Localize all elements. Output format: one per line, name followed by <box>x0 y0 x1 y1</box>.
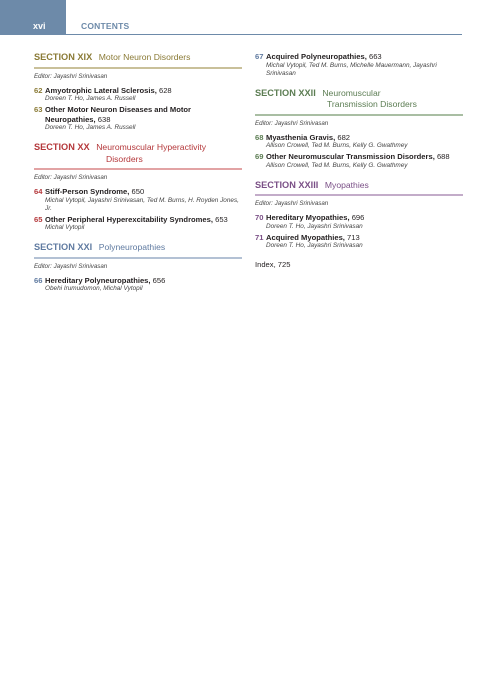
section-xxiii-heading <box>255 180 463 192</box>
chapter-authors: Doreen T. Ho, Jayashri Srinivasan <box>266 242 363 249</box>
chapter-authors: Doreen T. Ho, Jayashri Srinivasan <box>266 222 363 230</box>
chapter-page: 650 <box>131 187 145 196</box>
chapter-entry[interactable] <box>34 105 242 132</box>
section-number: SECTION XXIII <box>255 179 319 190</box>
header-rule <box>66 34 462 35</box>
chapter-title: Hereditary Myopathies, <box>266 213 350 222</box>
running-head: CONTENTS <box>81 21 130 31</box>
section-editor: Editor: Jayashri Srinivasan <box>255 200 329 207</box>
section-xx <box>34 142 242 232</box>
chapter-number: 66 <box>34 275 43 285</box>
section-xx-heading <box>34 142 242 154</box>
section-title-continued: Disorders <box>106 153 143 164</box>
chapter-title: Myasthenia Gravis, <box>266 132 336 142</box>
chapter-title: Other Peripheral Hyperexcitability Syndromes, <box>45 214 213 224</box>
chapter-authors: Doreen T. Ho, James A. Russell <box>45 124 136 131</box>
chapter-title: Acquired Polyneuropathies, <box>266 52 367 61</box>
chapter-authors: Allison Crowell, Ted M. Burns, Kelly G. Gwathmey <box>266 142 408 149</box>
chapter-title: Other Neuromuscular Transmission Disorders, <box>266 152 435 161</box>
section-xxi-heading <box>34 242 242 254</box>
section-title: Motor Neuron Disorders <box>98 52 191 62</box>
section-editor: Editor: Jayashri Srinivasan <box>34 262 108 270</box>
chapter-number: 62 <box>34 85 43 95</box>
chapter-number: 63 <box>34 105 43 114</box>
section-number: SECTION XXI <box>34 242 93 252</box>
chapter-entry[interactable] <box>34 276 242 294</box>
chapter-page: 638 <box>97 114 111 124</box>
chapter-page: 663 <box>368 52 382 61</box>
chapter-number: 69 <box>255 152 264 161</box>
chapter-page: 628 <box>158 85 172 95</box>
chapter-page: 696 <box>351 213 365 222</box>
index-entry[interactable]: Index, 725 <box>255 260 291 269</box>
section-xxii-heading <box>255 88 463 100</box>
section-rule <box>34 168 242 170</box>
chapter-page: 653 <box>215 214 228 224</box>
chapter-number: 70 <box>255 213 264 222</box>
chapter-authors: Michal Vytopil, Ted M. Burns, Michelle Mauermann, Jayashri Srinivasan <box>266 61 437 77</box>
chapter-page: 682 <box>337 132 351 142</box>
chapter-number: 68 <box>255 132 264 142</box>
section-editor: Editor: Jayashri Srinivasan <box>34 72 108 80</box>
chapter-entry[interactable] <box>34 187 242 213</box>
chapter-authors: Michal Vytopil, Jayashri Srinivasan, Ted M. Burns, H. Royden Jones, Jr. <box>45 196 239 212</box>
section-xix-heading <box>34 52 242 64</box>
chapter-title: Stiff-Person Syndrome, <box>45 187 130 196</box>
chapter-authors: Allison Crowell, Ted M. Burns, Kelly G. Gwathmey <box>266 161 408 169</box>
section-number: SECTION XX <box>34 142 90 152</box>
section-title: Neuromuscular Hyperactivity <box>96 142 207 152</box>
chapter-number: 64 <box>34 187 43 196</box>
chapter-number: 71 <box>255 232 264 242</box>
section-xxi-continued <box>255 52 463 78</box>
chapter-entry[interactable] <box>34 86 242 104</box>
chapter-title: Other Motor Neuron Diseases and Motor Neuropathies, <box>45 105 191 124</box>
chapter-authors: Michal Vytopil <box>45 224 85 231</box>
section-title: Neuromuscular <box>322 87 381 98</box>
chapter-number: 65 <box>34 214 43 224</box>
right-column <box>255 52 463 269</box>
chapter-authors: Doreen T. Ho, James A. Russell <box>45 95 136 102</box>
section-xxi <box>34 242 242 293</box>
chapter-title: Hereditary Polyneuropathies, <box>45 275 151 285</box>
section-editor: Editor: Jayashri Srinivasan <box>255 119 329 127</box>
section-number: SECTION XXII <box>255 87 316 98</box>
chapter-entry[interactable] <box>34 215 242 233</box>
section-rule <box>255 114 463 116</box>
section-title: Polyneuropathies <box>98 242 166 252</box>
section-editor: Editor: Jayashri Srinivasan <box>34 174 108 181</box>
section-xix <box>34 52 242 132</box>
chapter-page: 656 <box>152 275 166 285</box>
section-rule <box>34 67 242 69</box>
section-rule <box>255 194 463 196</box>
section-rule <box>34 257 242 259</box>
chapter-entry[interactable] <box>255 152 463 170</box>
section-number: SECTION XIX <box>34 52 93 62</box>
chapter-entry[interactable] <box>255 233 463 251</box>
section-xxii <box>255 88 463 170</box>
section-title-continued: Transmission Disorders <box>327 99 417 109</box>
left-column <box>34 52 242 303</box>
chapter-entry[interactable] <box>255 213 463 231</box>
chapter-entry[interactable] <box>255 52 463 78</box>
page-number: xvi <box>33 21 46 31</box>
chapter-number: 67 <box>255 52 264 61</box>
section-title: Myopathies <box>324 179 369 190</box>
chapter-title: Acquired Myopathies, <box>266 232 345 242</box>
chapter-entry[interactable] <box>255 133 463 151</box>
chapter-authors: Obehi Irumudomon, Michal Vytopil <box>45 285 143 292</box>
chapter-page: 713 <box>347 232 360 242</box>
section-xxiii <box>255 180 463 251</box>
chapter-title: Amyotrophic Lateral Sclerosis, <box>45 85 157 95</box>
chapter-page: 688 <box>436 152 450 161</box>
